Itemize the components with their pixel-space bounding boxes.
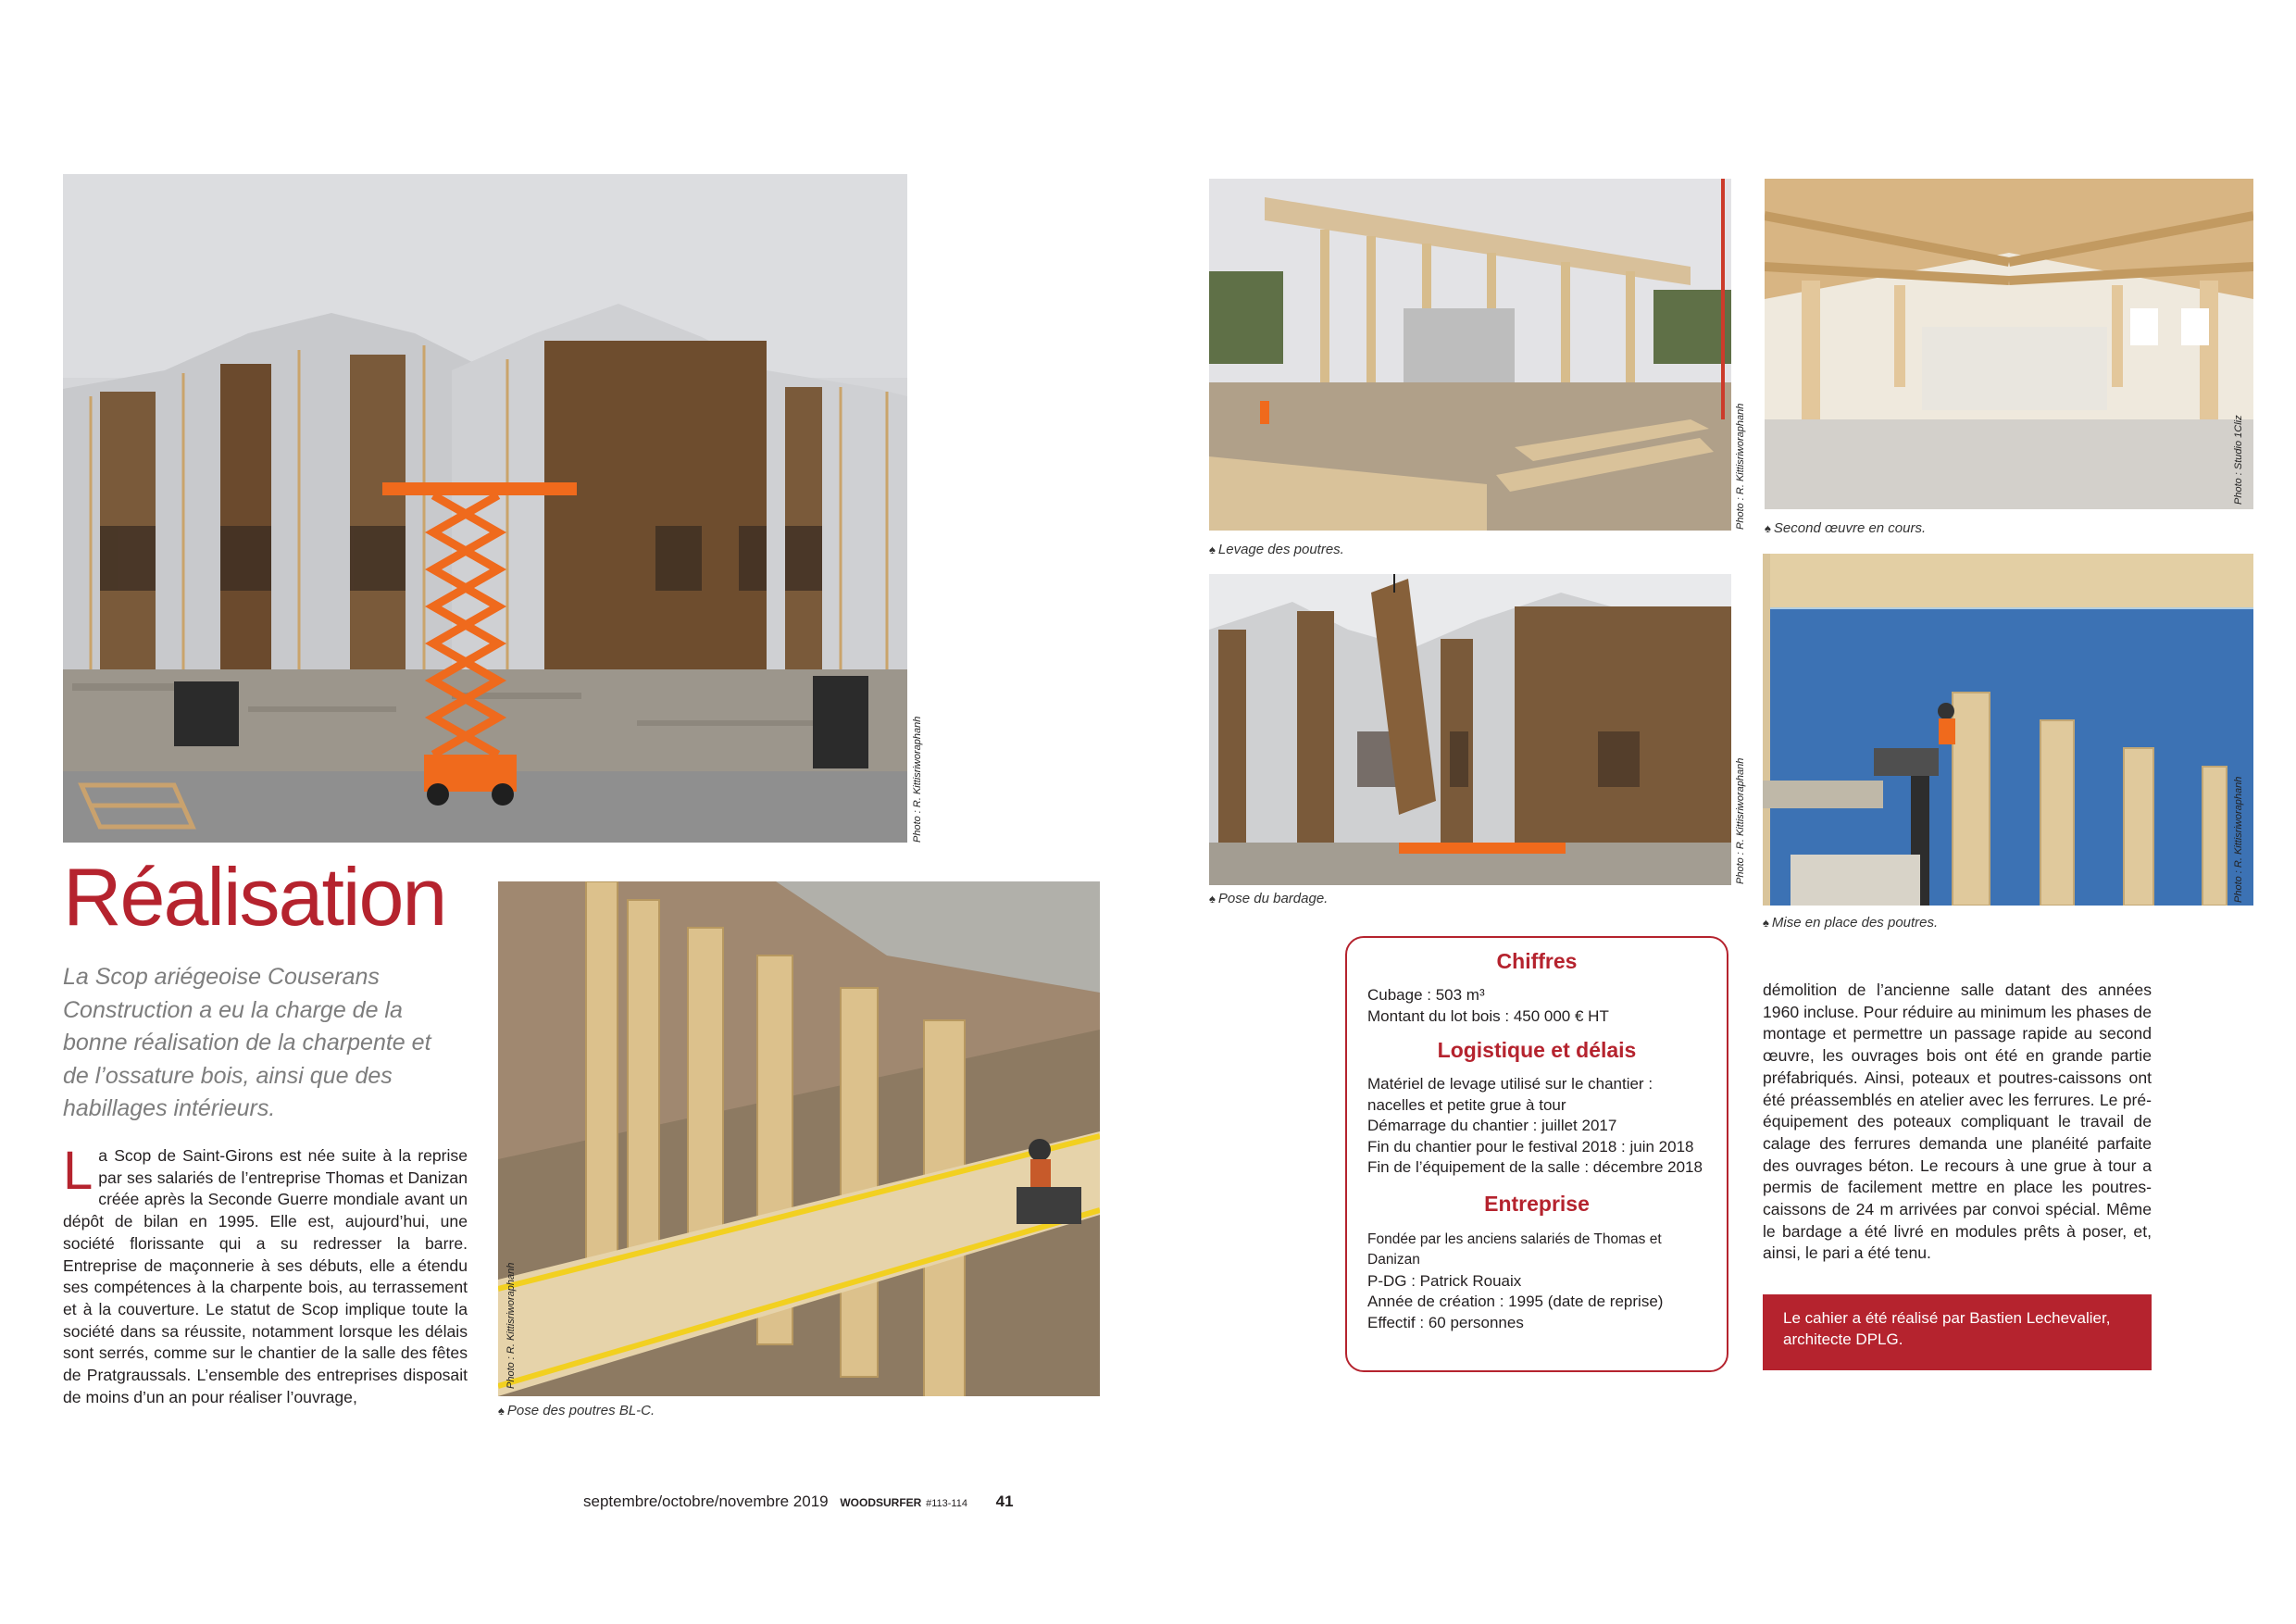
- photo-second-oeuvre: [1765, 179, 2253, 509]
- folio-date: septembre/octobre/novembre 2019: [583, 1493, 829, 1510]
- fact-box-heading-chiffres: Chiffres: [1496, 949, 1578, 973]
- article-lead: La Scop ariégeoise Couserans Construction a eu la charge de la bonne réalisation de la charpente et de l’ossature bois, ainsi que des habillages intérieurs.: [63, 964, 431, 1121]
- photo-credit-pose: Photo : R. Kittisriworaphanh: [505, 1262, 517, 1389]
- caption-pose-du-bardage: [1209, 891, 1328, 906]
- caption-arrow-icon: ♠: [1763, 916, 1769, 930]
- fact-line: Fin du chantier pour le festival 2018 : juin 2018: [1367, 1137, 1694, 1156]
- caption-arrow-icon: ♠: [1209, 543, 1216, 556]
- photo-credit-mise: Photo : R. Kittisriworaphanh: [2233, 776, 2244, 903]
- caption-second-oeuvre: [1765, 520, 1926, 536]
- column-3-text: démolition de l’ancienne salle datant des années 1960 incluse. Pour réduire au minimum les phases de montage et permettre un passage rapide au second œuvre, les ouvrages bois ont été en grande partie préfabriqués. Ainsi, poteaux et poutres-caissons ont été préassemblés en atelier avec les ferrures. Le pré-équipement des poteaux compliquant le travail de calage des ferrures demanda une planéité parfaite des ouvrages béton. Le recours à une grue à tour a permis de facilement mettre en place les poutres-caissons de 24 m arrivées par convoi spécial. Même le bardage a été livré en modules prêts à poser, et, ainsi, le pari a été tenu.: [1763, 981, 2152, 1263]
- article-title: Réalisation: [63, 851, 446, 943]
- caption-text: Pose des poutres BL-C.: [506, 1403, 655, 1418]
- folio-magazine: WOODSURFER: [840, 1496, 922, 1509]
- photo-levage-des-poutres: [1209, 179, 1731, 531]
- author-note: Le cahier a été réalisé par Bastien Lechevalier, architecte DPLG.: [1763, 1294, 2152, 1370]
- fact-line: Année de création : 1995 (date de reprise): [1367, 1293, 1664, 1310]
- photo-facade-scissor-lift: [63, 174, 907, 843]
- article-column-1: [63, 1141, 468, 1408]
- caption-arrow-icon: ♠: [498, 1404, 505, 1418]
- column-1-text: a Scop de Saint-Girons est née suite à la reprise par ses salariés de l’entreprise Thomas et Danizan créée après la Seconde Guerre mondiale avant un dépôt de bilan en 1995. Elle est, aujourd’hui, une société florissante qui a su redresser la barre. Entreprise de maçonnerie à ses débuts, elle a étendu ses compétences à la charpente bois, au terrassement et à la couverture. Le statut de Scop implique toute la société dans sa réussite, notamment lorsque les délais sont serrés, comme sur le chantier de la salle des fêtes de Pratgraussals. L’ensemble des entreprises disposait de moins d’un an pour réaliser l’ouvrage,: [63, 1146, 468, 1406]
- photo-pose-du-bardage: [1209, 574, 1731, 885]
- caption-levage-des-poutres: [1209, 542, 1344, 557]
- fact-line: Effectif : 60 personnes: [1367, 1313, 1524, 1331]
- fact-line: Montant du lot bois : 450 000 € HT: [1367, 1006, 1609, 1025]
- caption-text: Levage des poutres.: [1217, 542, 1344, 557]
- chiffres-list: [1367, 985, 1706, 1027]
- page-number: 41: [995, 1493, 1014, 1510]
- fact-box-heading-entreprise: Entreprise: [1484, 1191, 1590, 1216]
- entreprise-list: [1367, 1230, 1706, 1334]
- caption-pose-des-poutres: [498, 1403, 655, 1418]
- fact-box: [1345, 936, 1728, 1372]
- photo-credit-second: Photo : Studio 1Cliz: [2233, 415, 2244, 505]
- caption-mise-en-place: [1763, 915, 1938, 931]
- fact-line: P-DG : Patrick Rouaix: [1367, 1271, 1522, 1290]
- drop-cap: L: [63, 1141, 94, 1201]
- photo-pose-des-poutres: [498, 881, 1100, 1396]
- fact-line: Démarrage du chantier : juillet 2017: [1367, 1117, 1617, 1134]
- folio: [583, 1493, 1014, 1511]
- caption-text: Mise en place des poutres.: [1771, 915, 1939, 931]
- fact-line: Fin de l’équipement de la salle : décembre 2018: [1367, 1158, 1703, 1176]
- photo-credit-bardage: Photo : R. Kittisriworaphanh: [1735, 757, 1746, 884]
- photo-credit-levage: Photo : R. Kittisriworaphanh: [1735, 403, 1746, 530]
- folio-issue: #113-114: [926, 1498, 967, 1509]
- article-column-3: [1763, 980, 2152, 1265]
- fact-line: Matériel de levage utilisé sur le chantier : nacelles et petite grue à tour: [1367, 1075, 1653, 1114]
- logistique-list: [1367, 1074, 1706, 1179]
- caption-text: Second œuvre en cours.: [1773, 520, 1927, 536]
- caption-text: Pose du bardage.: [1217, 891, 1329, 906]
- fact-line: Fondée par les anciens salariés de Thomas et Danizan: [1367, 1230, 1662, 1268]
- caption-arrow-icon: ♠: [1209, 892, 1216, 906]
- fact-box-heading-logistique: Logistique et délais: [1437, 1038, 1637, 1062]
- photo-mise-en-place: [1763, 554, 2253, 906]
- photo-credit-main: Photo : R. Kittisriworaphanh: [912, 716, 923, 843]
- caption-arrow-icon: ♠: [1765, 521, 1771, 535]
- fact-line: Cubage : 503 m³: [1367, 986, 1485, 1004]
